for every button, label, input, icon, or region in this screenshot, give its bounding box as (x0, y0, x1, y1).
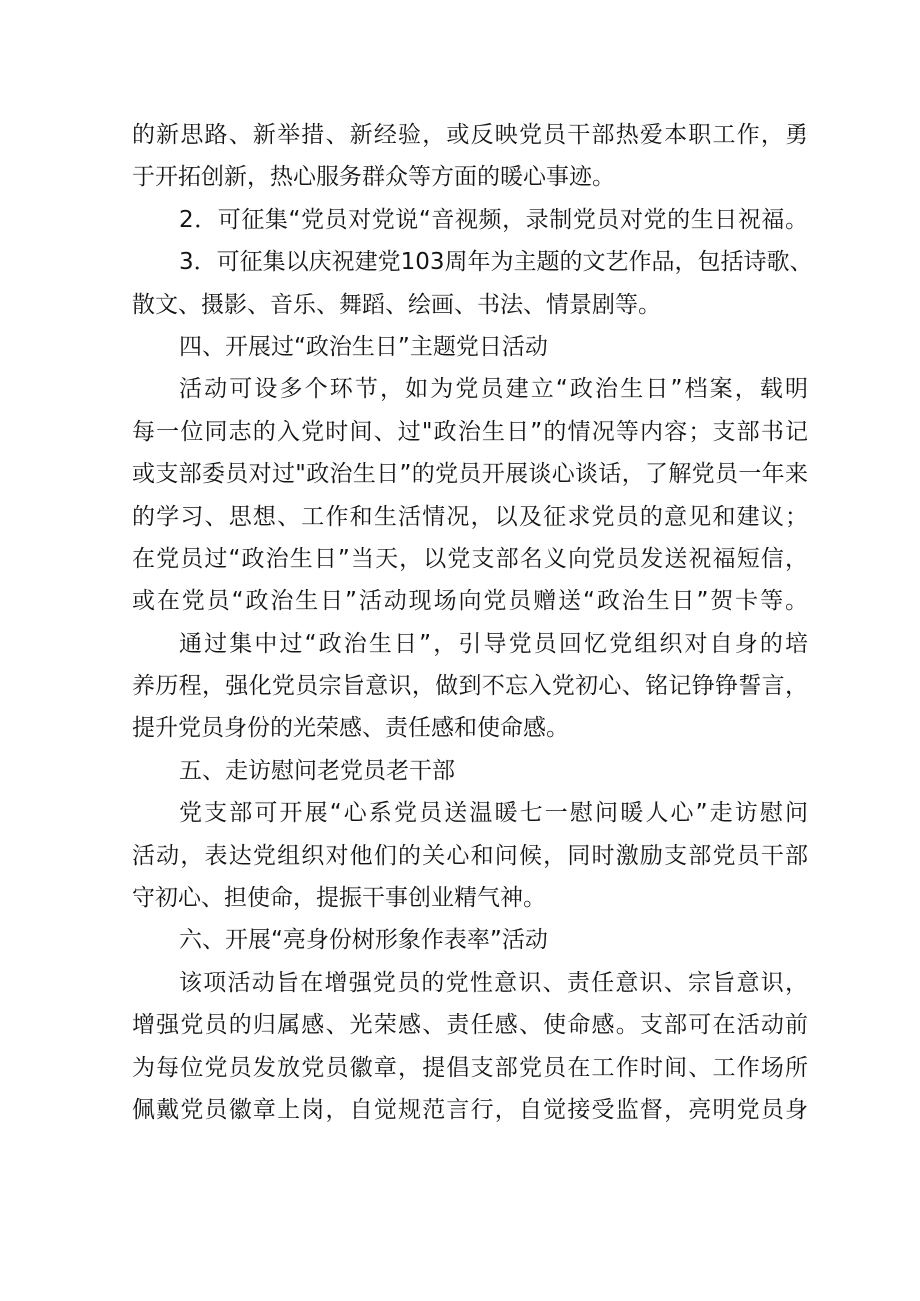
body-line: 或支部委员对过"政治生日”的党员开展谈心谈话，了解党员一年来 (132, 461, 808, 488)
body-line: 散文、摄影、音乐、舞蹈、绘画、书法、情景剧等。 (132, 291, 661, 318)
body-line: 或在党员“政治生日”活动现场向党员赠送“政治生日”贺卡等。 (132, 588, 808, 615)
document-body (132, 114, 813, 1131)
list-item-2: 2．可征集“党员对党说“音视频，录制党员对党的生日祝福。 (179, 206, 808, 233)
body-line: 每一位同志的入党时间、过"政治生日”的情况等内容；支部书记 (132, 418, 808, 445)
body-line: 的新思路、新举措、新经验，或反映党员干部热爱本职工作，勇 (132, 122, 808, 148)
section-heading-6: 六、开展“亮身份树形象作表率”活动 (179, 927, 548, 954)
section-heading-5: 五、走访慰问老党员老干部 (179, 757, 455, 784)
body-line: 增强党员的归属感、光荣感、责任感、使命感。支部可在活动前 (132, 1012, 808, 1039)
section-heading-4: 四、开展过“政治生日”主题党日活动 (179, 333, 548, 360)
body-line: 活动，表达党组织对他们的关心和问候，同时激励支部党员干部 (132, 842, 808, 869)
body-line: 在党员过“政治生日”当天，以党支部名义向党员发送祝福短信， (132, 545, 808, 572)
paragraph-first-line: 党支部可开展“心系党员送温暖七一慰问暖人心”走访慰问 (179, 800, 808, 827)
body-line: 养历程，强化党员宗旨意识，做到不忘入党初心、铭记铮铮誓言， (132, 673, 808, 700)
paragraph-first-line: 活动可设多个环节，如为党员建立“政治生日”档案，载明 (179, 376, 808, 403)
paragraph-first-line: 通过集中过“政治生日”，引导党员回忆党组织对自身的培 (179, 630, 808, 657)
body-line: 提升党员身份的光荣感、责任感和使命感。 (132, 715, 569, 742)
body-line: 佩戴党员徽章上岗，自觉规范言行，自觉接受监督，亮明党员身 (132, 1096, 808, 1123)
body-line: 的学习、思想、工作和生活情况，以及征求党员的意见和建议； (132, 503, 808, 530)
paragraph-first-line: 该项活动旨在增强党员的党性意识、责任意识、宗旨意识， (179, 969, 808, 996)
body-line: 守初心、担使命，提振干事创业精气神。 (132, 885, 546, 912)
body-line: 于开拓创新，热心服务群众等方面的暖心事迹。 (132, 164, 615, 191)
list-item-3: 3．可征集以庆祝建党103周年为主题的文艺作品，包括诗歌、 (179, 249, 813, 276)
body-line: 为每位党员发放党员徽章，提倡支部党员在工作时间、工作场所 (132, 1054, 808, 1081)
